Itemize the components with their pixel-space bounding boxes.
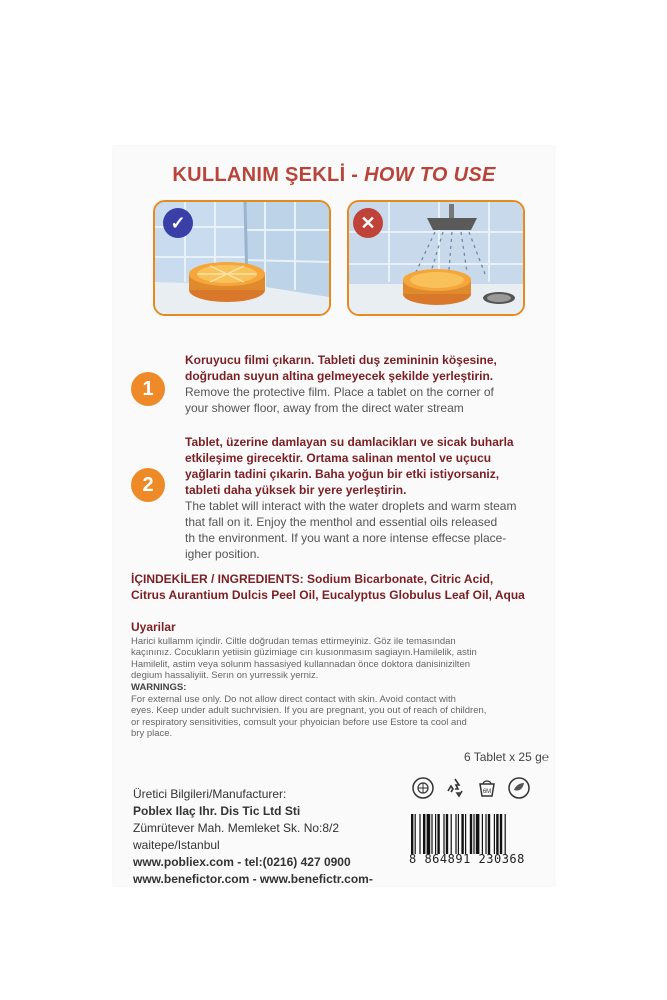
step-1-english: Remove the protective film. Place a tablet on the corner of your shower floor, away from the direct water stream — [185, 385, 494, 415]
cross-icon: ✕ — [353, 208, 383, 238]
manufacturer-contact-2: www.benefictor.com - www.benefictr.com- — [133, 872, 373, 886]
step-2-english: The tablet will interact with the water droplets and warm steam that fall on it. Enjoy the menthol and essential oils released th the environment. If you want a nore intense effecse place- igher position. — [185, 499, 517, 561]
warnings-turkish-text: Harici kullamm içindir. Ciltle doğrudan temas ettirmeyiniz. Göz ile temasından kaçınınız. Cocukların yetiisin güzimiage cırı kusıonmasım sagiayın.Hamilelik, astin Hamilelit, astim veya solunm hassasiyed kullannadan önce doktora danisinizilten degium hassaliyiit. Serın on yurressik yerniz. — [131, 635, 477, 682]
step-2 — [185, 434, 555, 562]
vegan-icon — [507, 776, 531, 800]
step-2-number: 2 — [131, 468, 165, 502]
step-1-turkish: Koruyucu filmi çıkarın. Tableti duş zemininin köşesine, doğrudan suyun altina gelmeyecek şekilde yerleştirin. — [185, 353, 497, 383]
barcode-bar — [427, 814, 431, 854]
barcode-bar — [473, 814, 474, 854]
ingredients: İÇINDEKİLER / INGREDIENTS: Sodium Bicarbonate, Citric Acid, Citrus Aurantium Dulcis Peel Oil, Eucalyptus Globulus Leaf Oil, Aqua — [131, 572, 525, 602]
title-english: HOW TO USE — [364, 164, 496, 186]
barcode-bar — [443, 814, 444, 854]
shelf-life-icon — [475, 776, 499, 800]
manufacturer-address-1: Zümrütever Mah. Memleket Sk. No:8/2 — [133, 821, 340, 835]
barcode-bar — [411, 814, 413, 854]
step-1-number: 1 — [131, 372, 165, 406]
svg-text:6M: 6M — [482, 789, 492, 795]
check-icon: ✓ — [163, 208, 193, 238]
barcode-bar — [423, 814, 425, 854]
warnings-english-title: WARNINGS: — [131, 681, 187, 693]
barcode-bar — [455, 814, 456, 854]
barcode-bar — [458, 814, 459, 854]
barcode-bar — [470, 814, 472, 854]
warnings-english-text: For external use only. Do not allow direct contact with skin. Avoid contact with eyes. Keep under adult suchrvisien. If you are pregnant, you out of reach of children, or respiratory sensitivities, comsult your phyoician before use Estore ta cool and bry place. — [131, 693, 487, 740]
barcode-bar — [446, 814, 448, 854]
step-1 — [185, 352, 555, 416]
barcode-number: 8 864891 230368 — [409, 852, 525, 866]
barcode-bar — [488, 814, 490, 854]
warnings-section — [131, 622, 555, 740]
barcode-bar — [494, 814, 495, 854]
title-turkish: KULLANIM ŞEKLİ - — [172, 164, 359, 186]
certification-icons — [411, 776, 531, 800]
barcode-bar — [431, 814, 432, 854]
barcode-bar — [435, 814, 436, 854]
barcode-bar — [500, 814, 502, 854]
manufacturer-address-2: waitepe/Istanbul — [133, 838, 220, 852]
barcode-bar — [465, 814, 466, 854]
barcode-bar — [461, 814, 463, 854]
barcode-bar — [476, 814, 480, 854]
barcode-bar — [419, 814, 420, 854]
barcode-bar — [451, 814, 452, 854]
manufacturer-info — [133, 786, 373, 886]
barcode-bar — [485, 814, 486, 854]
barcode-bar — [496, 814, 498, 854]
step-2-turkish: Tablet, üzerine damlayan su damlacikları ve sicak buharla etkileşime girecektir. Ortama salinan mentol ve uçucu yağlarin tadini çıkarin. Baha yoğun bir etki istiyorsaniz, tableti daha yüksek bir yere yerleştirin. — [185, 435, 514, 497]
recycle-icon — [443, 776, 467, 800]
globe-icon — [411, 776, 435, 800]
manufacturer-contact-1: www.pobliex.com - tel:(0216) 427 0900 — [133, 855, 351, 869]
manufacturer-label: Üretici Bilgileri/Manufacturer: — [133, 787, 287, 801]
warnings-turkish-title: Uyarilar — [131, 620, 176, 634]
manufacturer-company: Poblex Ilaç Ihr. Dis Tic Ltd Sti — [133, 804, 301, 818]
barcode-bar — [437, 814, 439, 854]
barcode-image — [409, 814, 555, 856]
barcode-bar — [505, 814, 506, 854]
page-title — [113, 164, 555, 187]
package-back — [113, 146, 555, 886]
barcode-bar — [482, 814, 483, 854]
net-weight: 6 Tablet x 25 g℮ — [463, 750, 549, 764]
barcode-bar — [415, 814, 416, 854]
